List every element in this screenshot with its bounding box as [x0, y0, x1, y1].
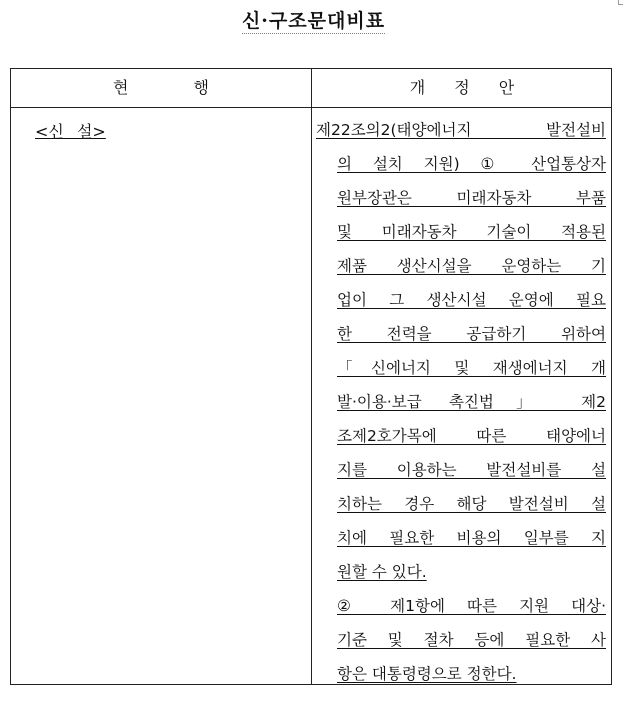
comparison-table [10, 68, 612, 685]
proposed-line: 의 설치 지원) ① 산업통상자 [337, 155, 606, 173]
proposed-line: 항은 대통령령으로 정한다. [337, 665, 517, 683]
proposed-line: 기준 및 절차 등에 필요한 사 [337, 631, 606, 649]
corner-mark [618, 0, 623, 5]
proposed-line: 한 전력을 공급하기 위하여 [337, 325, 606, 343]
column-divider [311, 69, 312, 684]
page-title [0, 6, 627, 33]
proposed-line: 치하는 경우 해당 발전설비 설 [337, 495, 606, 513]
header-current: 현 행 [113, 78, 209, 97]
proposed-line: 원부장관은 미래자동차 부품 [337, 189, 606, 207]
proposed-line: 지를 이용하는 발전설비를 설 [337, 461, 606, 479]
proposed-line: 제품 생산시설을 운영하는 기 [337, 257, 606, 275]
proposed-line: 발·이용·보급 촉진법」 제2 [337, 393, 606, 411]
proposed-line: 업이 그 생산시설 운영에 필요 [337, 291, 606, 309]
proposed-text [316, 119, 606, 697]
proposed-line: 및 미래자동차 기술이 적용된 [337, 223, 606, 241]
page-title-text: 신·구조문대비표 [241, 10, 386, 32]
current-text: <신 설> [35, 122, 106, 141]
header-proposed: 개 정 안 [409, 78, 515, 97]
proposed-line: ② 제1항에 따른 지원 대상· [337, 597, 606, 615]
proposed-line: 제22조의2(태양에너지 발전설비 [316, 121, 606, 139]
proposed-line: 「신에너지 및 재생에너지 개 [337, 359, 606, 377]
proposed-line: 치에 필요한 비용의 일부를 지 [337, 529, 606, 547]
proposed-line: 원할 수 있다. [337, 563, 427, 581]
proposed-line: 조제2호가목에 따른 태양에너 [337, 427, 606, 445]
table-header-row [11, 69, 611, 108]
